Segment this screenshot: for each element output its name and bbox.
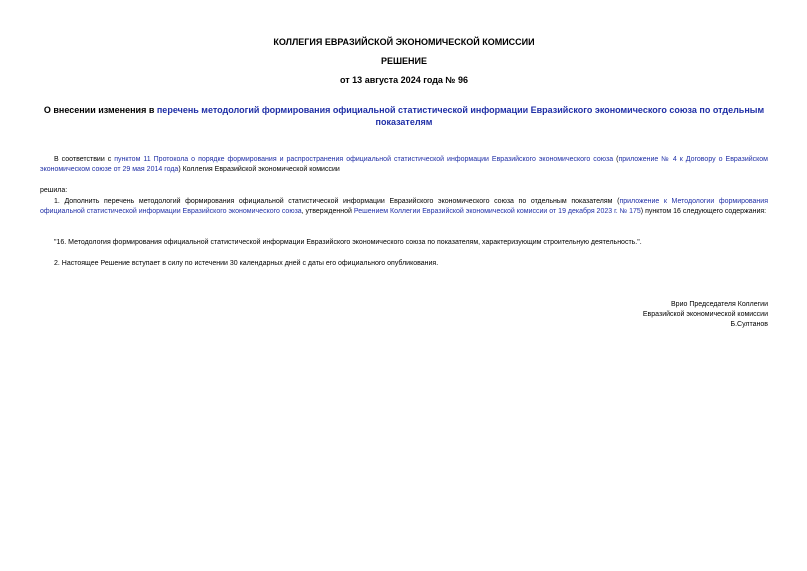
- item-1-link-appendix[interactable]: приложение к Методологии формирования официальной статистической информации Евразийского экономического союза: [40, 198, 769, 215]
- signature-position: Врио Председателя Коллегии: [671, 301, 768, 308]
- item-1-text-3: ) пунктом 16 следующего содержания:: [640, 208, 767, 215]
- document-type-heading: РЕШЕНИЕ: [380, 56, 428, 66]
- signature-name: Б.Султанов: [730, 321, 768, 328]
- item-2-paragraph: 2. Настоящее Решение вступает в силу по истечении 30 календарных дней с даты его официального опубликования.: [54, 260, 439, 267]
- preamble-paragraph: [40, 155, 768, 175]
- preamble-text-2: (: [613, 156, 619, 163]
- preamble-link-treaty[interactable]: приложение № 4 к Договору о Евразийском экономическом союзе от 29 мая 2014 года: [40, 156, 768, 173]
- signature-block: [568, 300, 768, 330]
- date-number-heading: от 13 августа 2024 года № 96: [340, 75, 468, 85]
- signature-organization: Евразийской экономической комиссии: [642, 311, 768, 318]
- preamble-text-3: ) Коллегия Евразийской экономической комиссии: [178, 166, 340, 173]
- item-1-text-2: , утвержденной: [301, 208, 354, 215]
- quote-paragraph: "16. Методология формирования официальной статистической информации Евразийского экономического союза по показателям, характеризующим строительную деятельность.".: [54, 239, 642, 246]
- title-link[interactable]: перечень методологий формирования официальной статистической информации Евразийского экономического союза по отдельным показателям: [156, 105, 765, 127]
- item-1-text-1: 1. Дополнить перечень методологий формирования официальной статистической информации Евразийского экономического союза по отдельным показателям (: [54, 198, 620, 205]
- item-1-paragraph: [40, 197, 768, 217]
- document-title: [40, 104, 768, 128]
- preamble-link-protocol[interactable]: пунктом 11 Протокола о порядке формирования и распространения официальной статистической информации Евразийского экономического союза: [114, 156, 614, 163]
- item-1-link-decision[interactable]: Решением Коллегии Евразийской экономической комиссии от 19 декабря 2023 г. № 175: [353, 208, 641, 215]
- title-prefix: О внесении изменения в: [43, 105, 157, 115]
- preamble-text-1: В соответствии с: [54, 156, 115, 163]
- organization-heading: КОЛЛЕГИЯ ЕВРАЗИЙСКОЙ ЭКОНОМИЧЕСКОЙ КОМИССИИ: [273, 37, 535, 47]
- decided-label: решила:: [40, 187, 68, 194]
